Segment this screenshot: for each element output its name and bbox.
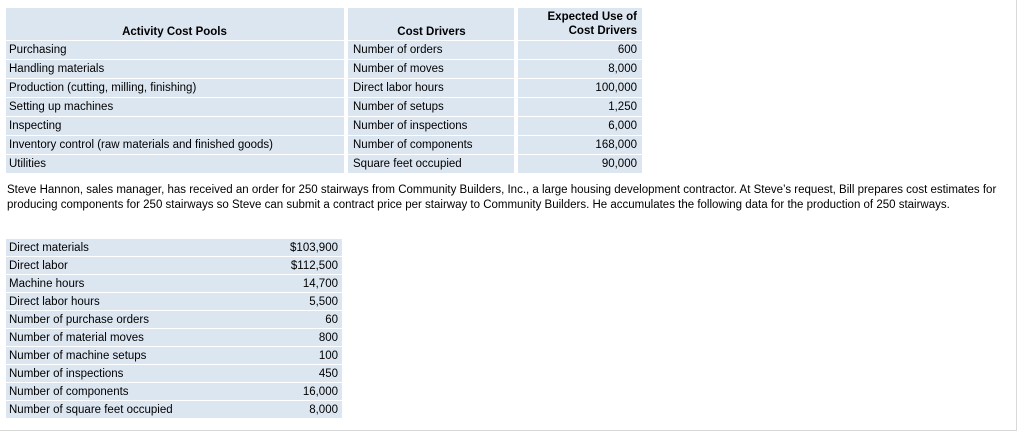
expected-cell: 100,000 [518,79,642,98]
item-value: 450 [273,365,342,383]
pool-cell: Setting up machines [6,98,344,117]
header-expected-line2: Cost Drivers [568,25,637,37]
driver-cell: Direct labor hours [348,79,514,98]
table-row [6,79,642,98]
table-header-row [6,8,642,41]
table-row [6,136,642,155]
driver-cell: Number of setups [348,98,514,117]
table-row [6,365,342,383]
item-value: 8,000 [273,401,342,419]
item-value: 5,500 [273,293,342,311]
header-cost-drivers: Cost Drivers [348,8,514,41]
driver-cell: Number of orders [348,41,514,60]
header-expected-line1: Expected Use of [547,11,637,23]
item-value: 60 [273,311,342,329]
item-label: Direct labor [6,257,273,275]
item-label: Number of square feet occupied [6,401,273,419]
expected-cell: 168,000 [518,136,642,155]
item-label: Machine hours [6,275,273,293]
table-row [6,98,642,117]
driver-cell: Number of inspections [348,117,514,136]
pool-cell: Handling materials [6,60,344,79]
pool-cell: Inspecting [6,117,344,136]
item-label: Number of purchase orders [6,311,273,329]
table-row [6,60,642,79]
item-label: Direct labor hours [6,293,273,311]
item-value: 100 [273,347,342,365]
item-label: Direct materials [6,239,273,257]
item-value: $103,900 [273,239,342,257]
expected-cell: 1,250 [518,98,642,117]
expected-cell: 90,000 [518,155,642,174]
item-label: Number of material moves [6,329,273,347]
table-row [6,311,342,329]
table-row [6,275,342,293]
table-row [6,239,342,257]
problem-paragraph: Steve Hannon, sales manager, has received an order for 250 stairways from Community Builders, Inc., a large housing development contractor. At Steve’s request, Bill prepares cost estimates for producing components for 250 stairways so Steve can submit a contract price per stairway to Community Builders. He accumulates the following data for the production of 250 stairways. [7,184,997,211]
production-data-table [6,239,342,419]
table-row [6,329,342,347]
item-value: 800 [273,329,342,347]
table-row [6,401,342,419]
item-value: $112,500 [273,257,342,275]
header-expected-use [518,8,642,41]
table-row [6,257,342,275]
item-value: 16,000 [273,383,342,401]
driver-cell: Number of moves [348,60,514,79]
expected-cell: 6,000 [518,117,642,136]
header-activity-cost-pools: Activity Cost Pools [6,8,344,41]
table-row [6,41,642,60]
expected-cell: 600 [518,41,642,60]
table-row [6,293,342,311]
table-row [6,155,642,174]
pool-cell: Inventory control (raw materials and finished goods) [6,136,344,155]
pool-cell: Purchasing [6,41,344,60]
table-row [6,383,342,401]
item-label: Number of machine setups [6,347,273,365]
driver-cell: Square feet occupied [348,155,514,174]
table-row [6,117,642,136]
activity-cost-table [6,8,642,174]
expected-cell: 8,000 [518,60,642,79]
pool-cell: Utilities [6,155,344,174]
driver-cell: Number of components [348,136,514,155]
item-value: 14,700 [273,275,342,293]
table-row [6,347,342,365]
item-label: Number of components [6,383,273,401]
item-label: Number of inspections [6,365,273,383]
pool-cell: Production (cutting, milling, finishing) [6,79,344,98]
